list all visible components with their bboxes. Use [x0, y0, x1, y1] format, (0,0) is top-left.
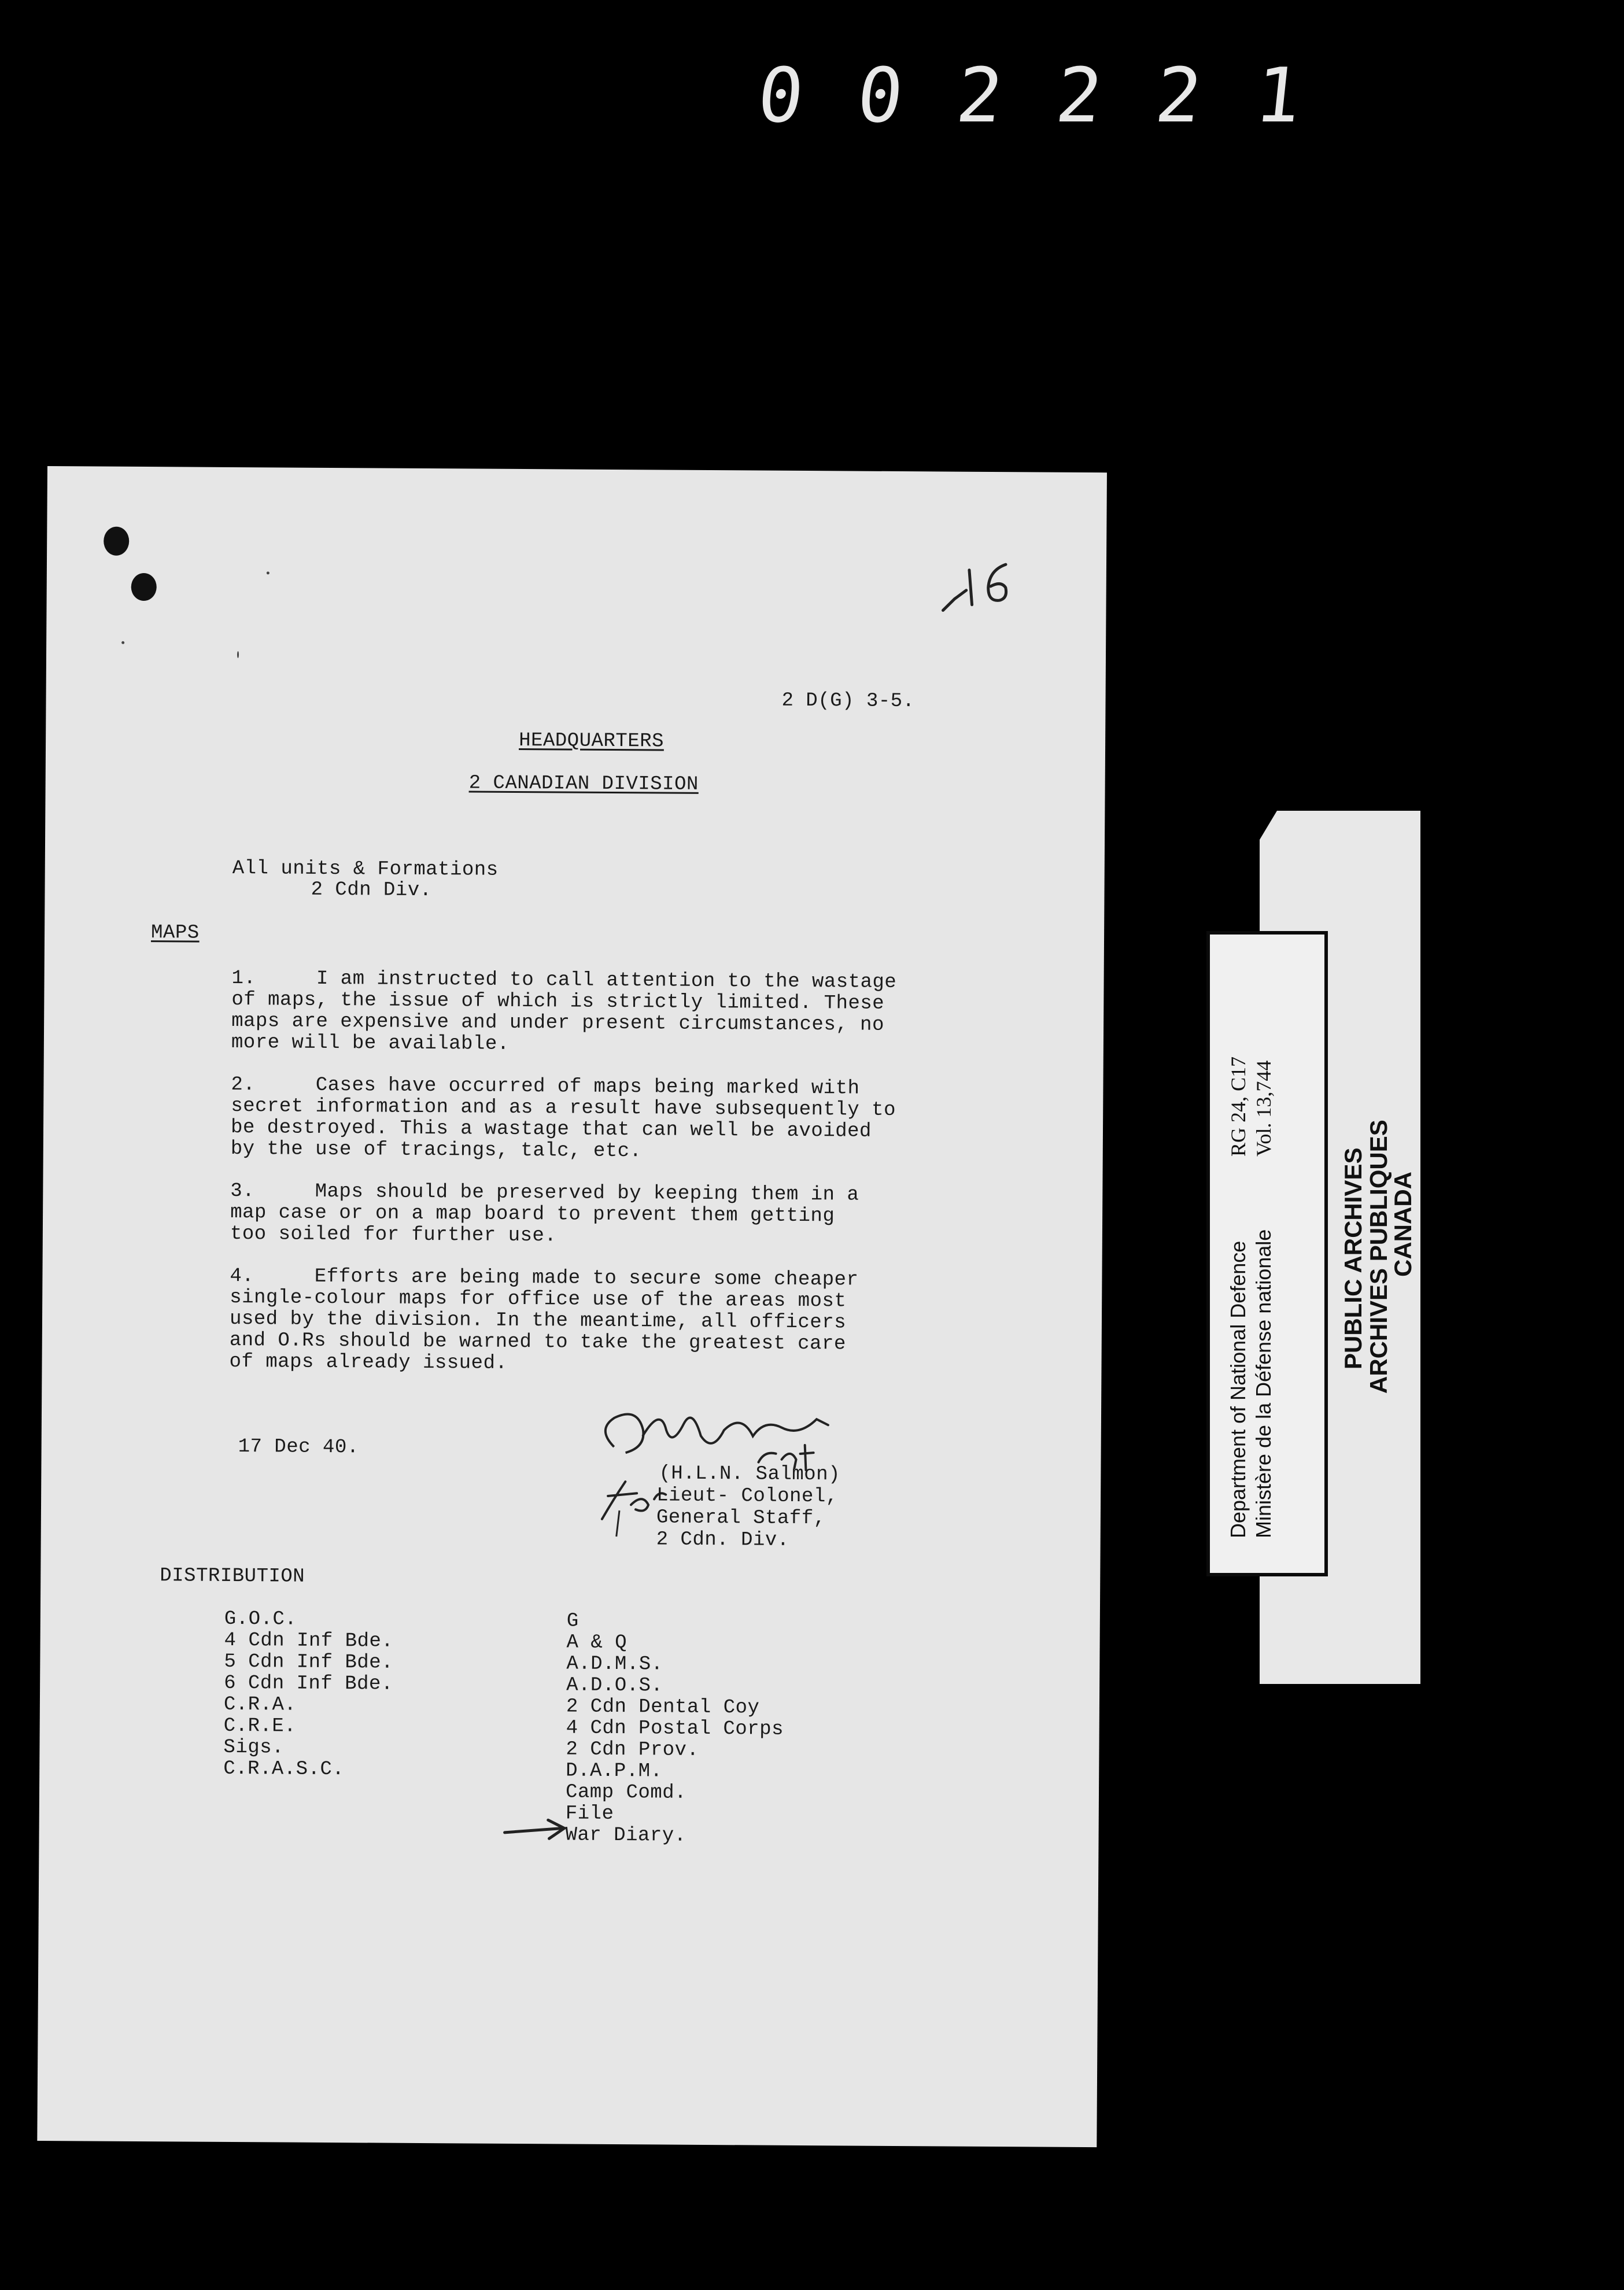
paragraph-line: 2. Cases have occurred of maps being marked with	[231, 1073, 860, 1100]
frame-digit: 0	[753, 51, 809, 139]
distribution-item: G	[566, 1610, 579, 1632]
department-fr: Ministère de la Défense nationale	[1252, 1229, 1275, 1538]
paragraph-line: secret information and as a result have subsequently to	[231, 1095, 896, 1121]
archives-country: CANADA	[1389, 1172, 1416, 1277]
speck	[267, 571, 270, 574]
distribution-item: File	[565, 1803, 614, 1826]
paragraph-line: single-colour maps for office use of the areas most	[230, 1286, 847, 1313]
frame-digit: 2	[1051, 51, 1107, 139]
signatory-name: (H.L.N. Salmon)	[659, 1462, 841, 1486]
distribution-item: 5 Cdn Inf Bde.	[224, 1650, 394, 1674]
page-mark-sketch	[937, 546, 1053, 628]
volume-number: Vol. 13,744	[1252, 1060, 1275, 1157]
distribution-item: Camp Comd.	[565, 1781, 687, 1804]
arrow-icon	[501, 1815, 571, 1845]
distribution-item: War Diary.	[565, 1824, 686, 1847]
department-en: Department of National Defence	[1226, 1240, 1250, 1538]
frame-digit: 0	[852, 51, 908, 139]
distribution-item: C.R.A.	[223, 1693, 297, 1716]
paragraph-line: 1. I am instructed to call attention to the wastage	[231, 967, 897, 993]
paragraph-line: 4. Efforts are being made to secure some cheaper	[230, 1265, 859, 1291]
punch-hole	[104, 527, 129, 556]
distribution-item: G.O.C.	[224, 1608, 297, 1631]
frame-number	[741, 52, 1317, 139]
record-group: RG 24, C17	[1227, 1056, 1250, 1157]
paragraph-line: of maps already issued.	[229, 1350, 508, 1375]
distribution-right-list	[565, 1611, 784, 1848]
paragraph-line: by the use of tracings, talc, etc.	[230, 1137, 642, 1163]
paragraph	[231, 968, 1030, 1058]
paragraph-line: of maps, the issue of which is strictly limited. These	[231, 988, 885, 1015]
tab-notch	[1260, 811, 1277, 845]
heading: HEADQUARTERS	[518, 729, 665, 753]
paragraph	[231, 1074, 1029, 1165]
distribution-item: A.D.M.S.	[566, 1653, 663, 1676]
distribution-left-list	[223, 1609, 393, 1781]
archives-fr: ARCHIVES PUBLIQUES	[1365, 1120, 1392, 1394]
frame-digit: 2	[1151, 51, 1206, 139]
addressee-line: All units & Formations	[232, 857, 499, 881]
paragraph-line: maps are expensive and under present circumstances, no	[231, 1010, 885, 1036]
memo-date: 17 Dec 40.	[238, 1436, 359, 1459]
distribution-item: C.R.E.	[223, 1715, 297, 1738]
paragraph-line: too soiled for further use.	[230, 1222, 557, 1247]
distribution-item: C.R.A.S.C.	[223, 1757, 345, 1781]
distribution-item: 6 Cdn Inf Bde.	[224, 1672, 393, 1696]
signatory-rank: Lieut- Colonel,	[656, 1484, 838, 1508]
frame-digit: 2	[952, 51, 1007, 139]
distribution-item: 4 Cdn Inf Bde.	[224, 1629, 394, 1653]
distribution-item: 2 Cdn Prov.	[566, 1738, 699, 1761]
subject-heading: MAPS	[150, 922, 200, 944]
paragraph-line: be destroyed. This a wastage that can well be avoided	[230, 1116, 872, 1143]
paragraph	[230, 1181, 1029, 1250]
speck	[237, 651, 239, 658]
punch-hole	[131, 573, 157, 601]
distribution-item: A & Q	[566, 1631, 628, 1654]
paragraph-line: 3. Maps should be preserved by keeping them in a	[230, 1180, 859, 1206]
signatory-role: General Staff,	[656, 1506, 826, 1530]
paragraph-line: and O.Rs should be warned to take the greatest care	[229, 1329, 846, 1355]
paragraph	[229, 1266, 1028, 1377]
frame-digit: 1	[1250, 51, 1306, 139]
addressee-line: 2 Cdn Div.	[311, 878, 432, 902]
speck	[121, 641, 124, 644]
paragraph-line: used by the division. In the meantime, all officers	[229, 1307, 847, 1334]
file-reference: 2 D(G) 3-5.	[781, 689, 915, 713]
memo-body	[229, 968, 1029, 1398]
subheading: 2 CANADIAN DIVISION	[468, 772, 699, 796]
distribution-item: Sigs.	[223, 1736, 285, 1759]
distribution-item: A.D.O.S.	[566, 1674, 663, 1697]
signatory-unit: 2 Cdn. Div.	[656, 1528, 789, 1552]
distribution-item: 4 Cdn Postal Corps	[566, 1717, 784, 1741]
memo-page	[37, 466, 1107, 2147]
paragraph-line: map case or on a map board to prevent them getting	[230, 1201, 835, 1228]
paragraph-line: more will be available.	[231, 1031, 510, 1055]
distribution-item: D.A.P.M.	[566, 1760, 663, 1783]
distribution-item: 2 Cdn Dental Coy	[566, 1696, 760, 1719]
archives-en: PUBLIC ARCHIVES	[1339, 1147, 1367, 1369]
distribution-title: DISTRIBUTION	[160, 1565, 305, 1588]
